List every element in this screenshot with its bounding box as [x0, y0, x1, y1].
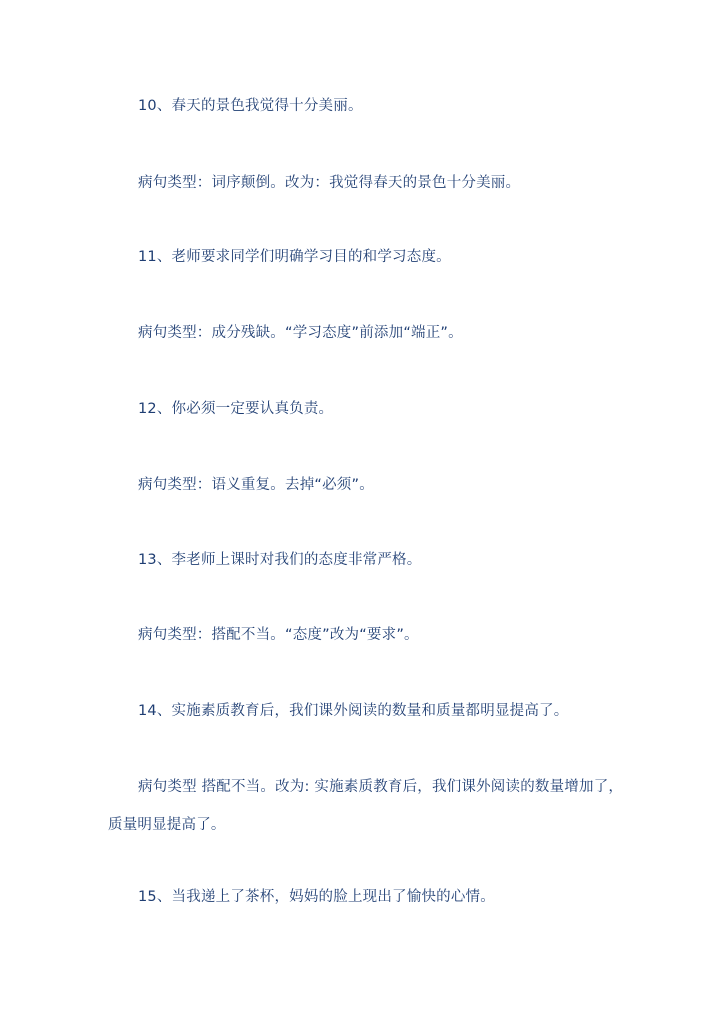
answer-11: 病句类型：成分残缺。“学习态度”前添加“端正”。 [138, 325, 463, 341]
question-13: 13、李老师上课时对我们的态度非常严格。 [138, 552, 422, 568]
question-10: 10、春天的景色我觉得十分美丽。 [138, 98, 363, 114]
question-12: 12、你必须一定要认真负责。 [138, 401, 334, 417]
question-15: 15、当我递上了茶杯，妈妈的脸上现出了愉快的心情。 [138, 889, 495, 905]
answer-14-line-1: 病句类型 搭配不当。改为: 实施素质教育后，我们课外阅读的数量增加了， [138, 779, 624, 795]
question-14: 14、实施素质教育后，我们课外阅读的数量和质量都明显提高了。 [138, 703, 569, 719]
answer-14-line-2: 质量明显提高了。 [108, 817, 226, 833]
answer-10: 病句类型：词序颠倒。改为：我觉得春天的景色十分美丽。 [138, 175, 521, 191]
answer-12: 病句类型：语义重复。去掉“必须”。 [138, 477, 374, 493]
answer-13: 病句类型：搭配不当。“态度”改为“要求”。 [138, 627, 419, 643]
question-11: 11、老师要求同学们明确学习目的和学习态度。 [138, 249, 451, 265]
